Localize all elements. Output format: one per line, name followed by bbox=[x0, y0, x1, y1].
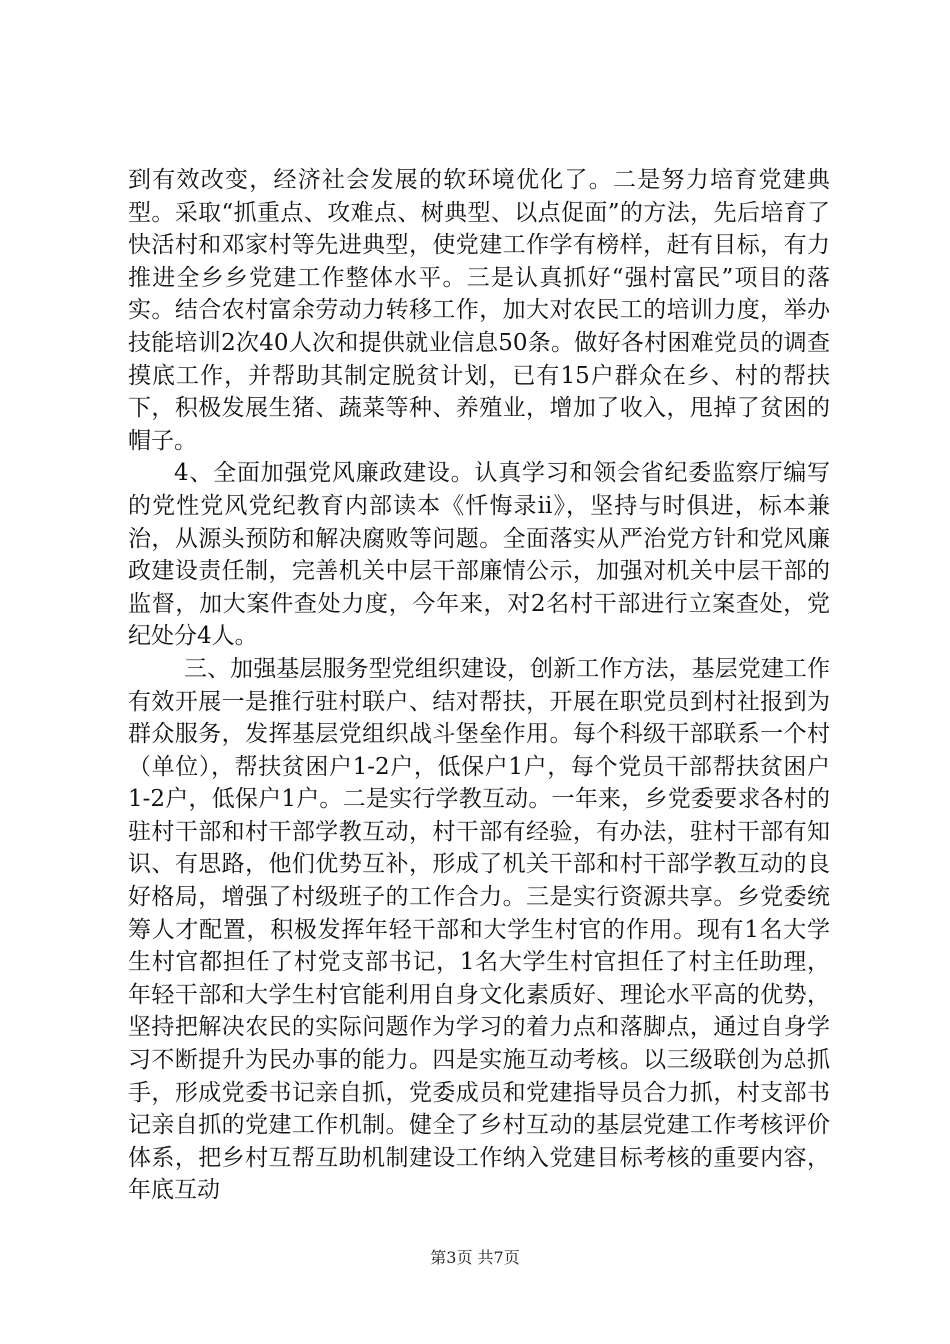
paragraph-party-conduct: 4、全面加强党风廉政建设。认真学习和领会省纪委监察厅编写的党性党风党纪教育内部读本《忏悔录ii》，坚持与时俱进，标本兼治，从源头预防和解决腐败等问题。全面落实从严治党方针和党风廉政建设责任制，完善机关中层干部廉情公示，加强对机关中层干部的监督，加大案件查处力度，今年来，对2名村干部进行立案查处，党纪处分4人。 bbox=[128, 460, 830, 650]
page-number-footer: 第3页 共7页 bbox=[430, 1248, 520, 1267]
document-body bbox=[128, 164, 830, 1207]
paragraph-grassroots-service: 三、加强基层服务型党组织建设，创新工作方法，基层党建工作有效开展一是推行驻村联户、结对帮扶，开展在职党员到村社报到为群众服务，发挥基层党组织战斗堡垒作用。每个科级干部联系一个村（单位），帮扶贫困户1-2户，低保户1户，每个党员干部帮扶贫困户1-2户，低保户1户。二是实行学教互动。一年来，乡党委要求各村的驻村干部和村干部学教互动，村干部有经验，有办法，驻村干部有知识、有思路，他们优势互补，形成了机关干部和村干部学教互动的良好格局，增强了村级班子的工作合力。三是实行资源共享。乡党委统筹人才配置，积极发挥年轻干部和大学生村官的作用。现有1名大学生村官都担任了村党支部书记，1名大学生村官担任了村主任助理，年轻干部和大学生村官能利用自身文化素质好、理论水平高的优势，坚持把解决农民的实际问题作为学习的着力点和落脚点，通过自身学习不断提升为民办事的能力。四是实施互动考核。以三级联创为总抓手，形成党委书记亲自抓，党委成员和党建指导员合力抓，村支部书记亲自抓的党建工作机制。健全了乡村互动的基层党建工作考核评价体系，把乡村互帮互助机制建设工作纳入党建目标考核的重要内容，年底互动 bbox=[128, 655, 830, 1204]
paragraph-continuation: 到有效改变，经济社会发展的软环境优化了。二是努力培育党建典型。采取“抓重点、攻难点、树典型、以点促面”的方法，先后培育了快活村和邓家村等先进典型，使党建工作学有榜样，赶有目标，有力推进全乡乡党建工作整体水平。三是认真抓好“强村富民”项目的落实。结合农村富余劳动力转移工作，加大对农民工的培训力度，举办技能培训2次40人次和提供就业信息50条。做好各村困难党员的调查摸底工作，并帮助其制定脱贫计划，已有15户群众在乡、村的帮扶下，积极发展生猪、蔬菜等种、养殖业，增加了收入，甩掉了贫困的帽子。 bbox=[128, 167, 830, 454]
